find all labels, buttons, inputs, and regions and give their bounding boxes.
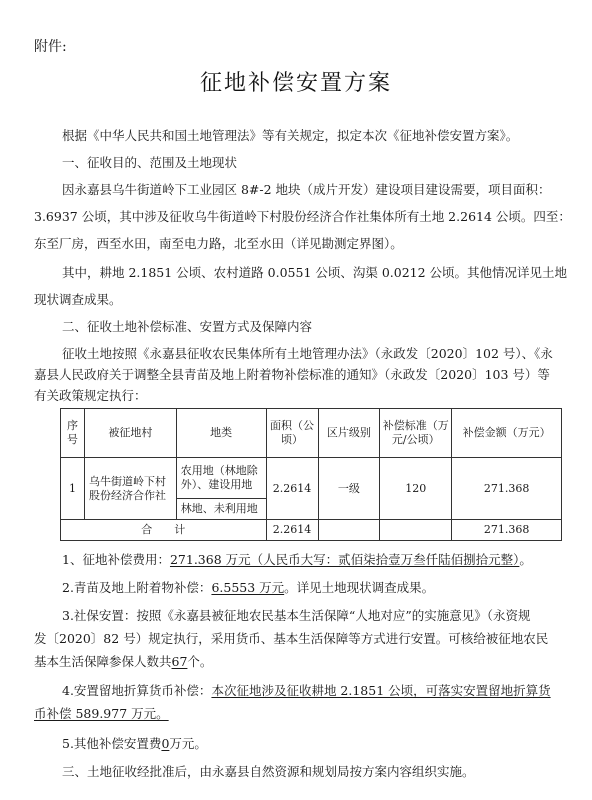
item-2-suffix: 。详见土地现状调查成果。 [284, 580, 435, 595]
table-cell: 林地、未利用地 [176, 499, 266, 520]
item-4-value: 币补偿 589.977 万元。 [34, 706, 169, 721]
item-5-label: 5.其他补偿安置费 [62, 736, 162, 751]
table-cell: 一级 [318, 458, 380, 520]
item-3-line: 发〔2020〕82 号）规定执行，采用货币、基本生活保障等方式进行安置。可核给被征地农民 [34, 631, 549, 646]
section1-line: 现状调查成果。 [34, 292, 122, 307]
item-2-label: 2.青苗及地上附着物补偿： [62, 580, 212, 595]
table-cell: 农用地（林地除外）、建设用地 [176, 458, 266, 499]
table-cell: 乌牛街道岭下村股份经济合作社 [84, 458, 176, 520]
table-cell [380, 520, 452, 541]
item-5-value: 0 [161, 736, 170, 751]
item-4-label: 4.安置留地折算货币补偿： [62, 683, 212, 698]
table-header: 补偿标准（万元/公顷） [380, 409, 452, 458]
table-cell: 1 [61, 458, 85, 520]
compensation-table [60, 408, 562, 541]
table-header: 区片级别 [318, 409, 380, 458]
item-1-value: 271.368 万元（人民币大写：贰佰柒拾壹万叁仟陆佰捌拾元整） [169, 552, 520, 567]
table-cell [318, 520, 380, 541]
item-4 [62, 683, 551, 699]
item-5 [62, 736, 207, 752]
section3-paragraph: 三、土地征收经批准后，由永嘉县自然资源和规划局按方案内容组织实施。 [62, 764, 475, 779]
section1-line: 因永嘉县乌牛街道岭下工业园区 8#-2 地块（成片开发）建设项目建设需要，项目面积： [62, 182, 551, 197]
item-3-line: 3.社保安置：按照《永嘉县被征地农民基本生活保障“人地对应”的实施意见》（永资规 [62, 608, 531, 623]
section1-line: 其中，耕地 2.1851 公顷、农村道路 0.0551 公顷、沟渠 0.0212 公顷。其他情况详见土地 [62, 265, 568, 280]
table-total-row [61, 520, 562, 541]
item-3-value: 67 [171, 654, 188, 669]
table-header: 被征地村 [84, 409, 176, 458]
attachment-label: 附件: [34, 39, 67, 55]
item-1-label: 1、征地补偿费用： [62, 552, 170, 567]
item-4-value: 本次征地涉及征收耕地 2.1851 公顷，可落实安置留地折算货 [211, 683, 551, 698]
item-3-label: 基本生活保障参保人数共 [34, 654, 172, 669]
intro-paragraph: 根据《中华人民共和国土地管理法》等有关规定，拟定本次《征地补偿安置方案》。 [62, 128, 519, 143]
table-header: 地类 [176, 409, 266, 458]
table-row [61, 458, 562, 499]
item-4-line [34, 706, 169, 722]
section1-heading: 一、征收目的、范围及土地现状 [62, 155, 238, 170]
table-total-label: 合 计 [61, 520, 267, 541]
section2-line: 有关政策规定执行： [34, 388, 147, 403]
section1-line: 东至厂房，西至水田，南至电力路，北至水田（详见勘测定界图）。 [34, 236, 403, 251]
page-title: 征地补偿安置方案 [199, 71, 392, 96]
section1-line: 3.6937 公顷，其中涉及征收乌牛街道岭下村股份经济合作社集体所有土地 2.2614 公顷。四至： [34, 209, 571, 224]
item-5-suffix: 万元。 [169, 736, 207, 751]
table-header-row [61, 409, 562, 458]
item-3-suffix: 个。 [187, 654, 213, 669]
item-2 [62, 580, 434, 596]
table-header: 面积（公顷） [266, 409, 318, 458]
table-cell: 2.2614 [266, 458, 318, 520]
table-total-amount: 271.368 [452, 520, 562, 541]
item-2-value: 6.5553 万元 [211, 580, 285, 595]
table-cell: 120 [380, 458, 452, 520]
table-header: 序号 [61, 409, 85, 458]
table-total-area: 2.2614 [266, 520, 318, 541]
item-1-suffix: 。 [519, 552, 532, 567]
section2-line: 征收土地按照《永嘉县征收农民集体所有土地管理办法》（永政发〔2020〕102 号）、《永 [62, 346, 553, 361]
section2-line: 嘉县人民政府关于调整全县青苗及地上附着物补偿标准的通知》（永政发〔2020〕103 号）等 [34, 367, 550, 382]
table-header: 补偿金额（万元） [452, 409, 562, 458]
table-cell: 271.368 [452, 458, 562, 520]
item-3-line [34, 654, 212, 670]
item-1 [62, 552, 532, 568]
section2-heading: 二、征收土地补偿标准、安置方式及保障内容 [62, 319, 313, 334]
